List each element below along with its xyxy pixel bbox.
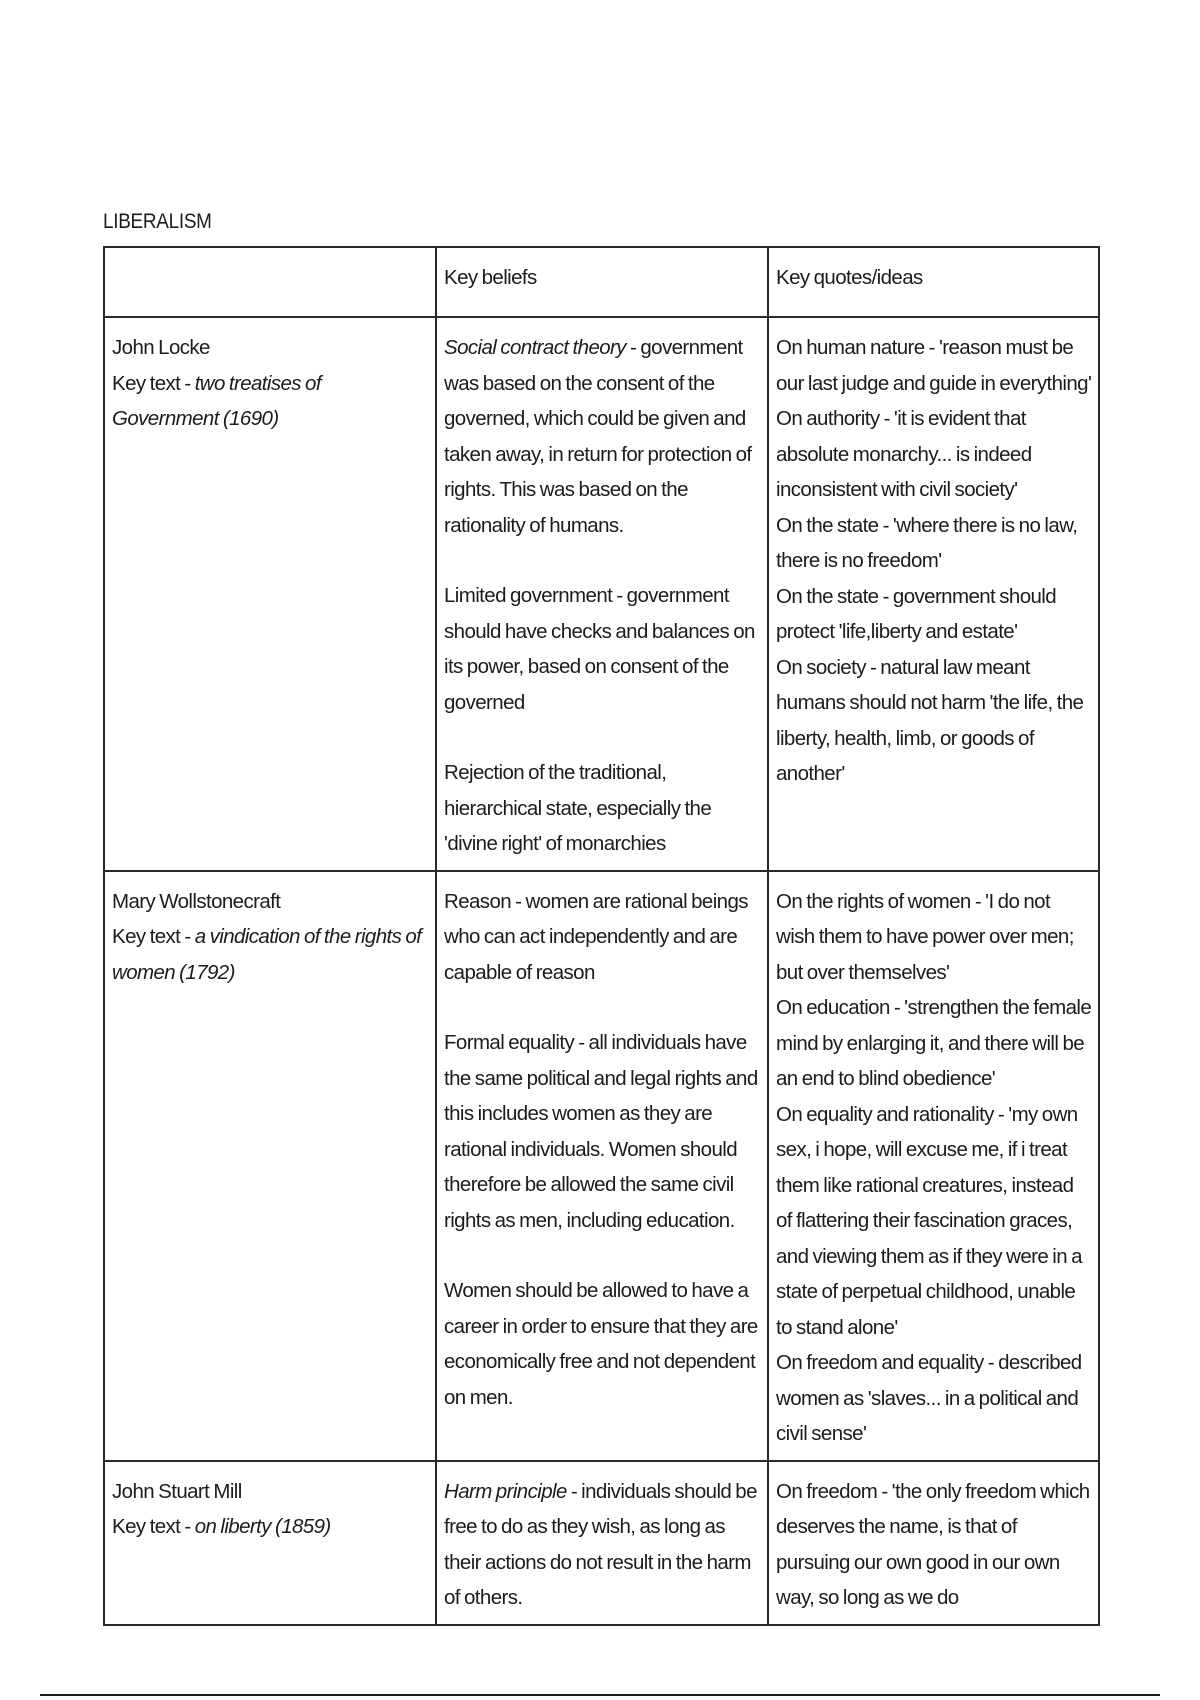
thinker-cell	[104, 1461, 436, 1625]
belief-label: Harm principle	[444, 1479, 567, 1503]
key-text-prefix: Key text -	[112, 371, 195, 395]
thinker-cell	[104, 317, 436, 871]
table-row-wollstonecraft	[104, 871, 1099, 1461]
belief-label: Social contract theory	[444, 336, 626, 359]
belief-item: Rejection of the traditional, hierarchical state, especially the 'divine right' of monarchies	[444, 761, 712, 855]
quote-item: On the state - government should protect 'life,liberty and estate'	[776, 584, 1057, 643]
belief-body: - government was based on the consent of the governed, which could be given and taken away, in return for protection of rights. This was based on the rationality of humans.	[444, 336, 752, 537]
header-cell-key-beliefs: Key beliefs	[436, 247, 768, 317]
quote-item: On freedom - 'the only freedom which deserves the name, is that of pursuing our own good in our own way, so long as we do	[776, 1479, 1090, 1609]
quote-item: On the state - 'where there is no law, there is no freedom'	[776, 513, 1078, 572]
belief-item: Formal equality - all individuals have the same political and legal rights and this includes women as they are rational individuals. Women should therefore be allowed the same civil rights as men, including education.	[444, 1031, 758, 1232]
quote-item: On society - natural law meant humans should not harm 'the life, the liberty, health, limb, or goods of another'	[776, 655, 1084, 785]
thinker-name: John Stuart Mill	[112, 1479, 242, 1503]
belief-item	[444, 330, 761, 543]
quote-item: On human nature - 'reason must be our last judge and guide in everything'	[776, 336, 1092, 395]
belief-body: - individuals should be free to do as they wish, as long as their actions do not result in the harm of others.	[444, 1479, 757, 1609]
table-row-locke	[104, 317, 1099, 871]
thinker-name: Mary Wollstonecraft	[112, 889, 281, 913]
key-text-title: a vindication of the rights of women (1792)	[112, 925, 422, 984]
page-title: LIBERALISM	[103, 210, 212, 233]
key-text-title: on liberty (1859)	[194, 1515, 331, 1538]
key-text-prefix: Key text -	[112, 1515, 195, 1538]
beliefs-cell	[436, 317, 768, 871]
liberalism-table	[103, 246, 1100, 1626]
header-cell-key-quotes: Key quotes/ideas	[768, 247, 1099, 317]
belief-item: Limited government - government should have checks and balances on its power, based on consent of the governed	[444, 584, 755, 714]
quote-item: On the rights of women - 'I do not wish them to have power over men; but over themselves'	[776, 889, 1074, 984]
thinker-name: John Locke	[112, 336, 210, 359]
quote-item: On freedom and equality - described women as 'slaves... in a political and civil sense'	[776, 1351, 1082, 1445]
beliefs-cell	[436, 871, 768, 1461]
quote-item: On authority - 'it is evident that absolute monarchy... is indeed inconsistent with civil society'	[776, 407, 1032, 501]
table-row-mill	[104, 1461, 1099, 1625]
quotes-cell	[768, 871, 1099, 1461]
key-text-title: two treatises of Government (1690)	[112, 371, 321, 430]
table-header-row	[104, 247, 1099, 317]
belief-item: Reason - women are rational beings who can act independently and are capable of reason	[444, 889, 748, 984]
page-bottom-rule	[40, 1694, 1160, 1696]
key-text-prefix: Key text -	[112, 925, 195, 948]
thinker-cell	[104, 871, 436, 1461]
belief-item: Women should be allowed to have a career in order to ensure that they are economically free and not dependent on men.	[444, 1279, 758, 1409]
quote-item: On education - 'strengthen the female mind by enlarging it, and there will be an end to blind obedience'	[776, 996, 1092, 1090]
quotes-cell	[768, 1461, 1099, 1625]
header-cell-empty	[104, 247, 436, 317]
quote-item: On equality and rationality - 'my own sex, i hope, will excuse me, if i treat them like rational creatures, instead of flattering their fascination graces, and viewing them as if they were in a state of perpetual childhood, unable to stand alone'	[776, 1102, 1082, 1339]
quotes-cell	[768, 317, 1099, 871]
belief-item	[444, 1474, 761, 1616]
beliefs-cell	[436, 1461, 768, 1625]
